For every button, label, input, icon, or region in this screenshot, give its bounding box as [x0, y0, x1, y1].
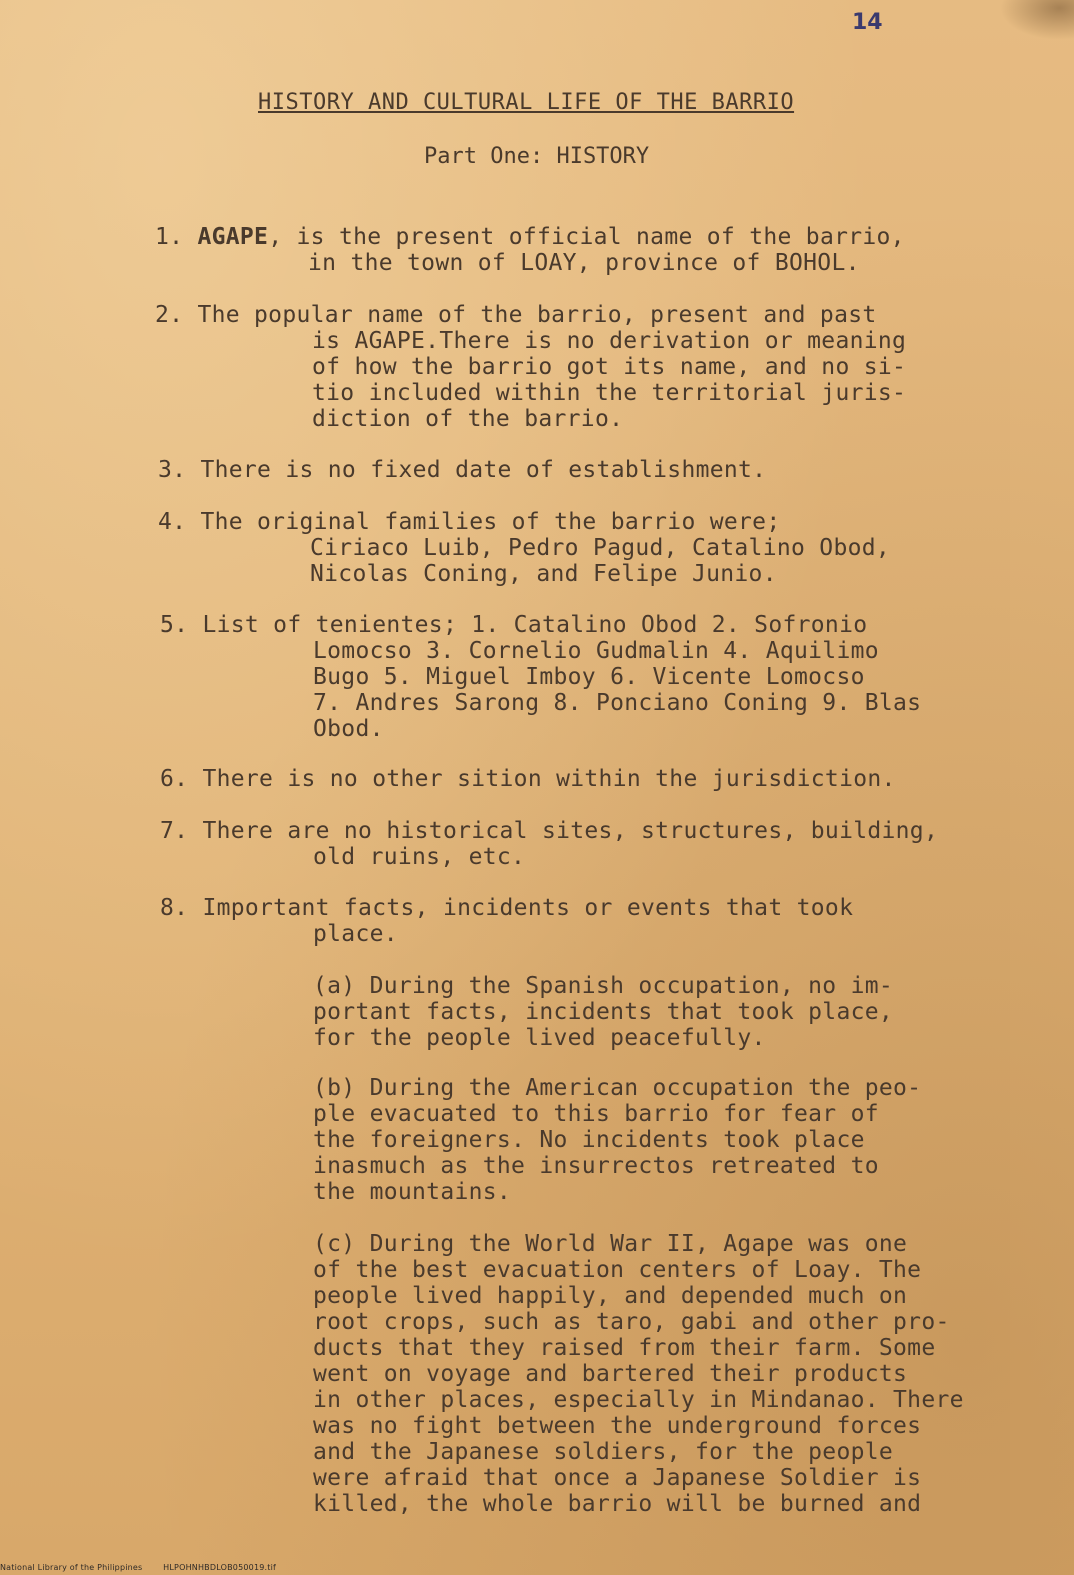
- item-8a-line-1: (a) During the Spanish occupation, no im-: [313, 973, 894, 999]
- document-subtitle: Part One: HISTORY: [424, 144, 650, 169]
- page-number: 14: [852, 10, 883, 35]
- item-2-line-4: tio included within the territorial juris-: [312, 380, 907, 406]
- item-8c-line-9: and the Japanese soldiers, for the people: [313, 1439, 894, 1465]
- item-8c-line-5: ducts that they raised from their farm. Some: [313, 1335, 936, 1361]
- footer-library: National Library of the Philippines: [0, 1563, 143, 1572]
- item-3-line-1: 3. There is no fixed date of establishment.: [158, 457, 767, 483]
- item-5-line-2: Lomocso 3. Cornelio Gudmalin 4. Aquilimo: [313, 638, 879, 664]
- item-2-line-5: diction of the barrio.: [312, 406, 624, 432]
- item-6-line-1: 6. There is no other sition within the jurisdiction.: [160, 766, 896, 792]
- item-8-line-2: place.: [313, 921, 398, 947]
- item-8c-line-6: went on voyage and bartered their products: [313, 1361, 908, 1387]
- item-8b-line-4: inasmuch as the insurrectos retreated to: [313, 1153, 879, 1179]
- item-8c-line-8: was no fight between the underground forces: [313, 1413, 922, 1439]
- item-5-line-3: Bugo 5. Miguel Imboy 6. Vicente Lomocso: [313, 664, 865, 690]
- item-4-line-2: Ciriaco Luib, Pedro Pagud, Catalino Obod,: [310, 535, 891, 561]
- item-5-line-4: 7. Andres Sarong 8. Ponciano Coning 9. Blas: [313, 690, 922, 716]
- item-5-line-1: 5. List of tenientes; 1. Catalino Obod 2. Sofronio: [160, 612, 868, 638]
- item-8c-line-7: in other places, especially in Mindanao. There: [313, 1387, 964, 1413]
- item-1-line-2: in the town of LOAY, province of BOHOL.: [308, 250, 860, 276]
- item-1-line-1: [155, 224, 905, 250]
- item-8a-line-3: for the people lived peacefully.: [313, 1025, 766, 1051]
- document-title: HISTORY AND CULTURAL LIFE OF THE BARRIO: [258, 90, 795, 115]
- item-8b-line-1: (b) During the American occupation the peo-: [313, 1075, 922, 1101]
- item-2-line-1: 2. The popular name of the barrio, present and past: [155, 302, 877, 328]
- item-7-line-2: old ruins, etc.: [313, 844, 526, 870]
- item-8b-line-2: ple evacuated to this barrio for fear of: [313, 1101, 879, 1127]
- item-2-line-3: of how the barrio got its name, and no si-: [312, 354, 907, 380]
- footer-file: HLPOHNHBDLOB050019.tif: [163, 1563, 277, 1572]
- item-7-line-1: 7. There are no historical sites, structures, building,: [160, 818, 939, 844]
- item-5-line-5: Obod.: [313, 716, 384, 742]
- item-8b-line-3: the foreigners. No incidents took place: [313, 1127, 865, 1153]
- item-8c-line-1: (c) During the World War II, Agape was one: [313, 1231, 908, 1257]
- item-2-line-2: is AGAPE.There is no derivation or meaning: [312, 328, 907, 354]
- item-8c-line-3: people lived happily, and depended much on: [313, 1283, 908, 1309]
- item-8c-line-2: of the best evacuation centers of Loay. The: [313, 1257, 922, 1283]
- item-8a-line-2: portant facts, incidents that took place,: [313, 999, 894, 1025]
- barrio-name: AGAPE: [197, 224, 269, 250]
- corner-stain: [1000, 0, 1074, 40]
- item-4-line-3: Nicolas Coning, and Felipe Junio.: [310, 561, 777, 587]
- item-8c-line-11: killed, the whole barrio will be burned and: [313, 1491, 922, 1517]
- item-1-number: 1.: [155, 224, 184, 250]
- item-8-line-1: 8. Important facts, incidents or events that took: [160, 895, 854, 921]
- item-8b-line-5: the mountains.: [313, 1179, 512, 1205]
- item-1-text: , is the present official name of the barrio,: [268, 224, 905, 250]
- item-4-line-1: 4. The original families of the barrio were;: [158, 509, 781, 535]
- item-8c-line-10: were afraid that once a Japanese Soldier is: [313, 1465, 922, 1491]
- item-8c-line-4: root crops, such as taro, gabi and other pro-: [313, 1309, 950, 1335]
- scan-footer: [0, 1563, 294, 1572]
